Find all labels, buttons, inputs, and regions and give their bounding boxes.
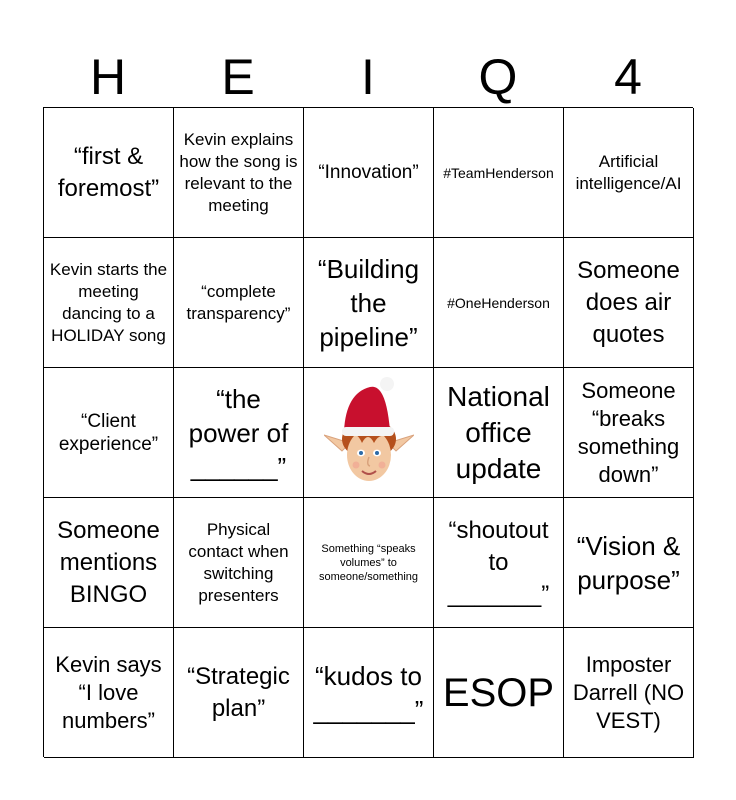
cell-text: “Building the pipeline” [317, 253, 420, 352]
cell-text: “Strategic plan” [187, 662, 290, 722]
bingo-cell[interactable] [44, 628, 174, 758]
bingo-cell[interactable] [304, 238, 434, 368]
header-letter-1: H [89, 49, 127, 105]
cell-text: Kevin says “I love numbers” [55, 651, 162, 733]
cell-text: Kevin explains how the song is relevant to the meeting [179, 129, 298, 215]
bingo-cell[interactable] [174, 108, 304, 238]
cell-text: “kudos to _______” [313, 660, 424, 725]
bingo-cell[interactable] [174, 498, 304, 628]
cell-text: “Vision & purpose” [576, 530, 681, 595]
cell-text: Kevin starts the meeting dancing to a HOLIDAY song [49, 259, 168, 345]
cell-text: Someone does air quotes [577, 256, 680, 348]
bingo-cell[interactable] [564, 628, 694, 758]
bingo-header [43, 48, 693, 106]
bingo-cell[interactable] [44, 108, 174, 238]
bingo-cell[interactable] [304, 108, 434, 238]
header-letter-2: E [221, 49, 255, 105]
cell-text: Someone “breaks something down” [577, 377, 680, 487]
cell-text: Something “speaks volumes” to someone/something [318, 542, 419, 583]
cell-text: #TeamHenderson [443, 164, 554, 181]
header-letter-5: 4 [614, 49, 642, 105]
bingo-cell[interactable] [564, 498, 694, 628]
elf-head-icon [324, 373, 414, 493]
cell-text: “first & foremost” [57, 142, 160, 202]
bingo-cell[interactable] [564, 238, 694, 368]
cell-text: Imposter Darrell (NO VEST) [572, 651, 685, 733]
cell-text: “the power of ______” [188, 383, 289, 482]
free-space-cell[interactable] [304, 368, 434, 498]
cell-text: “Client experience” [58, 410, 159, 455]
cell-text: Artificial intelligence/AI [575, 151, 682, 193]
bingo-cell[interactable] [44, 368, 174, 498]
cell-text: #OneHenderson [447, 294, 550, 311]
bingo-cell[interactable] [44, 238, 174, 368]
bingo-cell[interactable] [304, 628, 434, 758]
header-letter-3: I [361, 49, 375, 105]
cell-text: “shoutout to _______” [447, 516, 550, 608]
bingo-board [43, 107, 693, 757]
bingo-cell[interactable] [564, 108, 694, 238]
cell-text: “Innovation” [318, 162, 419, 183]
cell-text: Physical contact when switching presenters [188, 519, 289, 605]
bingo-cell[interactable] [434, 108, 564, 238]
bingo-cell[interactable] [434, 368, 564, 498]
bingo-cell[interactable] [564, 368, 694, 498]
bingo-cell[interactable] [174, 368, 304, 498]
cell-text: National office update [447, 380, 550, 484]
bingo-cell[interactable] [434, 498, 564, 628]
cell-text: “complete transparency” [186, 281, 291, 323]
bingo-cell[interactable] [434, 238, 564, 368]
bingo-cell[interactable] [434, 628, 564, 758]
cell-text: Someone mentions BINGO [57, 516, 160, 608]
bingo-cell[interactable] [174, 628, 304, 758]
bingo-cell[interactable] [44, 498, 174, 628]
bingo-cell[interactable] [174, 238, 304, 368]
header-letter-4: Q [478, 49, 518, 105]
cell-text: ESOP [442, 670, 555, 715]
bingo-cell[interactable] [304, 498, 434, 628]
